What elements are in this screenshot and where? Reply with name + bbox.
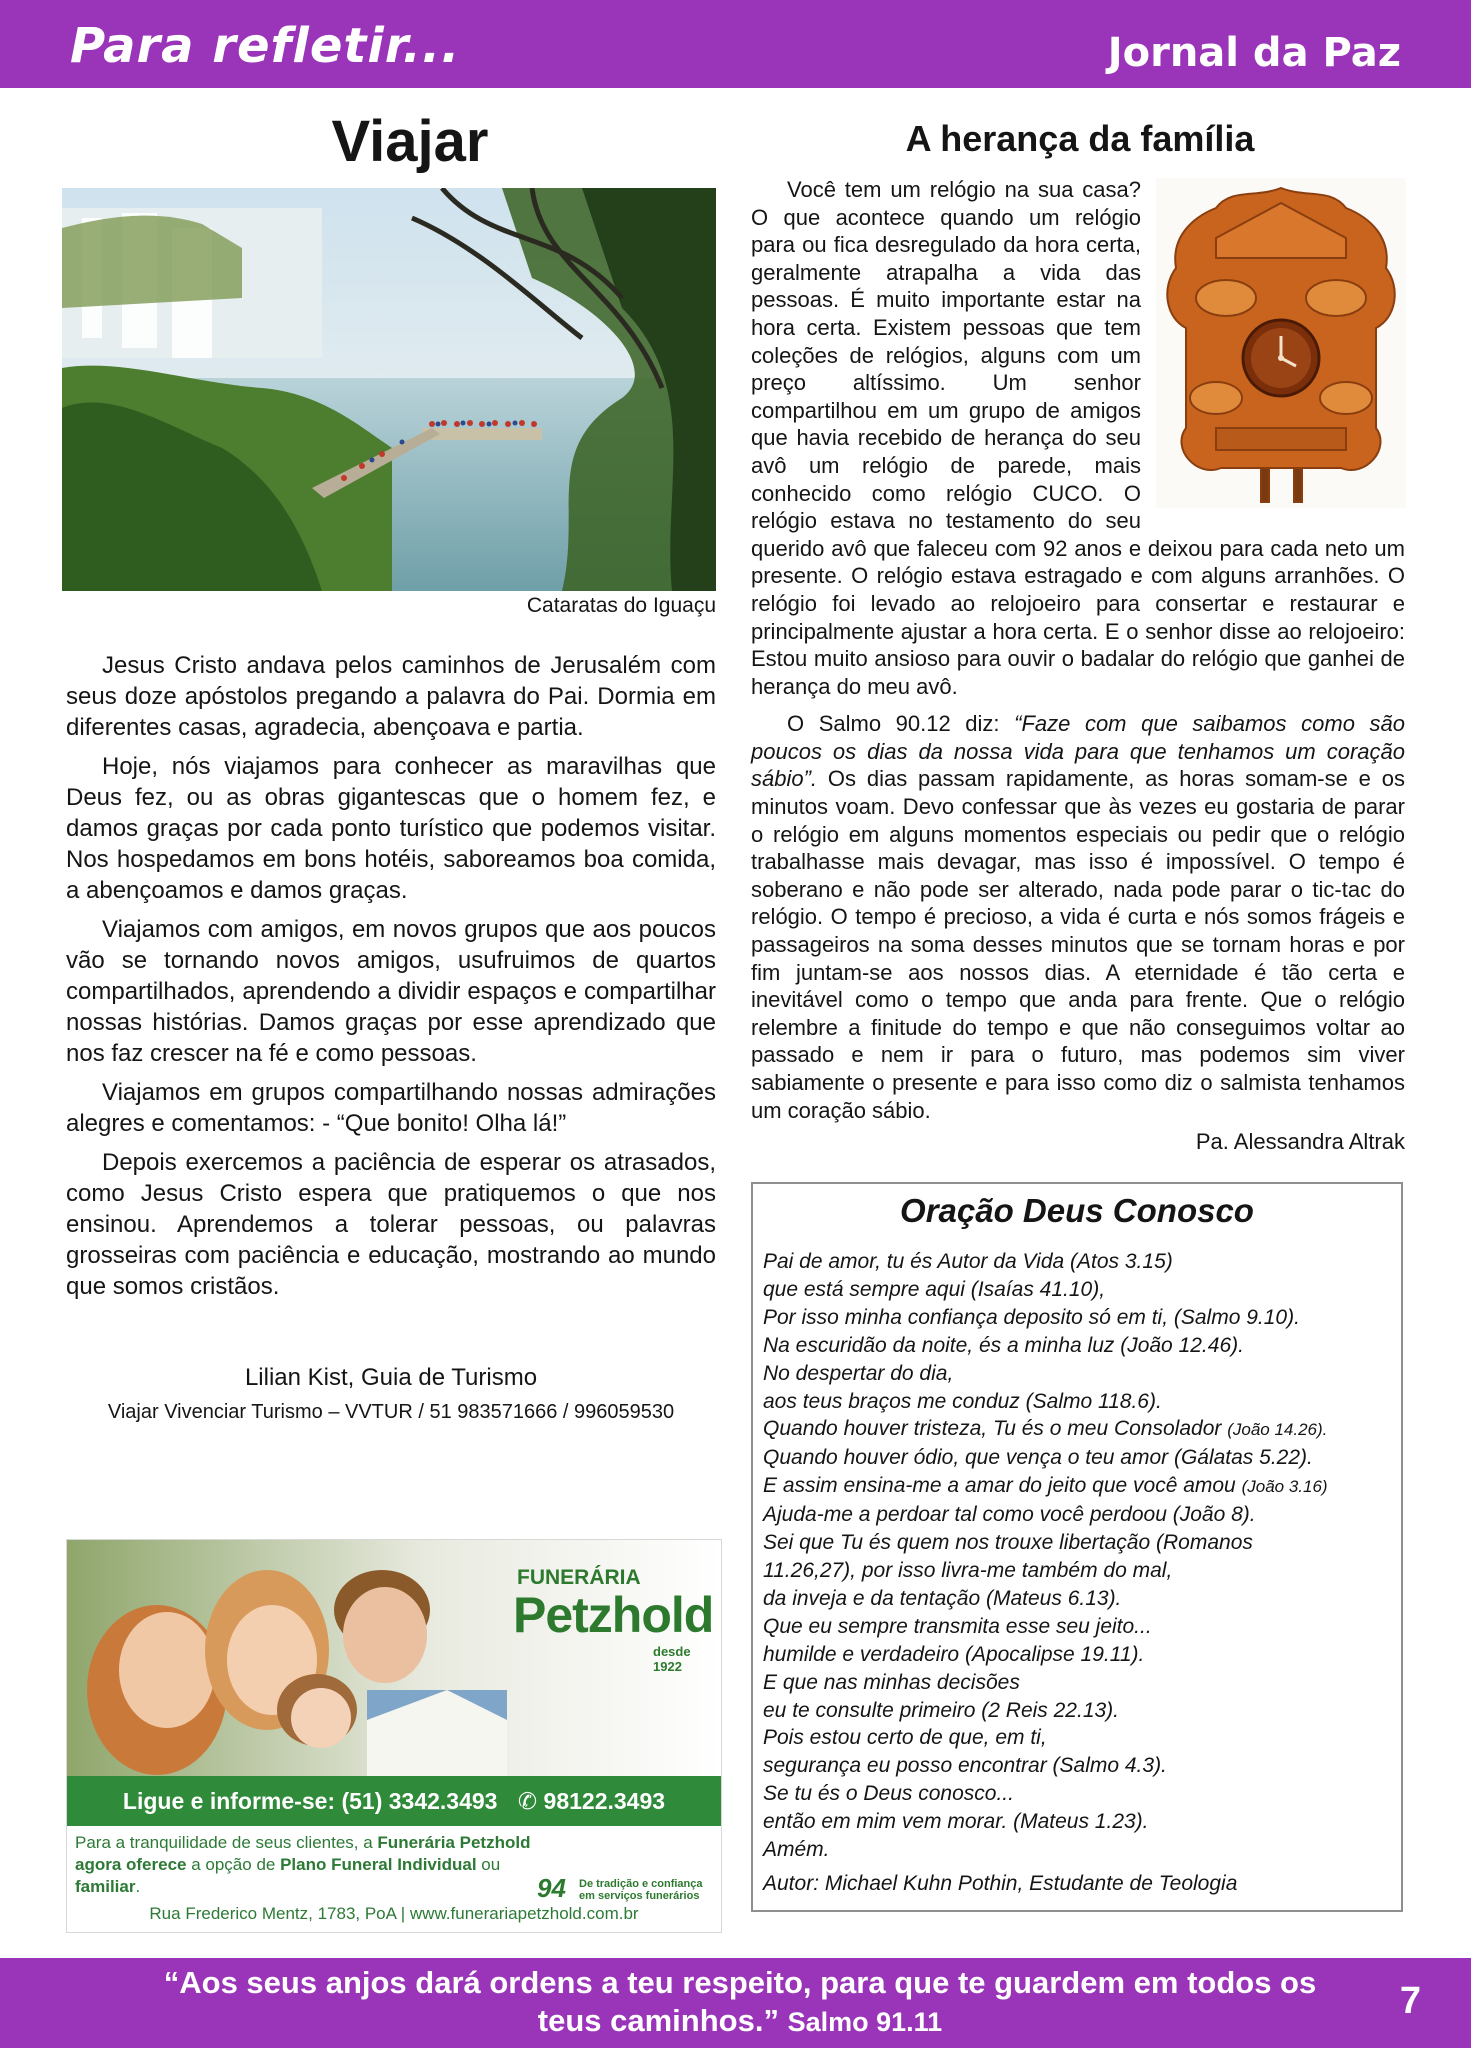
- heranca-paragraph-rest: Os dias passam rapidamente, as horas somam-se e os minutos voam. Devo confessar que às vezes eu gostaria de parar o relógio em alguns momentos especiais ou pedir que o relógio trabalhasse mais devagar, mas isso é impossível. O tempo é soberano e não pode ser alterado, nada pode parar o tic-tac do relógio. O tempo é precioso, a vida é curta e nós somos frágeis e passageiros na soma desses minutos que se tornam horas e por fim juntam-se aos nossos dias. A eternidade é tão certa e inevitável como o tempo que anda para frente. Que o relógio relembre a finitude do tempo e que não conseguimos voltar ao passado e nem ir para o futuro, mas podemos sim viver sabiamente o presente e para isso como diz o salmista tenhamos um coração sábio.: [751, 766, 1405, 1123]
- prayer-line: Que eu sempre transmita esse seu jeito...: [763, 1614, 1152, 1638]
- ad-phone: Ligue e informe-se: (51) 3342.3493: [122, 1788, 498, 1814]
- header-bar: [0, 0, 1471, 88]
- heranca-paragraph: [751, 710, 1405, 1124]
- article-title-heranca: A herança da família: [905, 118, 1255, 159]
- prayer-line: Se tu és o Deus conosco...: [763, 1782, 1014, 1806]
- viajar-paragraph: Hoje, nós viajamos para conhecer as maravilhas que Deus fez, ou as obras gigantescas que o homem fez, e damos graças por cada ponto turístico que podemos visitar. Nos hospedamos em bons hotéis, saboreamos boa comida, a abençoamos e damos graças.: [66, 753, 716, 904]
- prayer-line: então em mim vem morar. (Mateus 1.23).: [763, 1810, 1149, 1834]
- article-title-viajar: Viajar: [331, 109, 489, 174]
- author-viajar: Lilian Kist, Guia de Turismo: [244, 1364, 538, 1391]
- prayer-line: que está sempre aqui (Isaías 41.10),: [763, 1277, 1106, 1301]
- prayer-line: aos teus braços me conduz (Salmo 118.6).: [763, 1389, 1162, 1413]
- prayer-line-ref: (João 3.16): [1241, 1477, 1328, 1497]
- ad-badge-number: 94: [537, 1873, 566, 1903]
- footer-quote: [150, 1964, 1330, 2041]
- viajar-paragraph: Jesus Cristo andava pelos caminhos de Jerusalém com seus doze apóstolos pregando a palavra do Pai. Dormia em diferentes casas, agradecia, abençoava e partia.: [66, 652, 716, 741]
- ad-body-bold: familiar: [75, 1877, 136, 1896]
- heranca-paragraph-intro: O Salmo 90.12 diz:: [787, 711, 1015, 737]
- prayer-line: 11.26,27), por isso livra-me também do mal,: [763, 1558, 1173, 1582]
- ad-body-bold: Plano Funeral Individual: [280, 1855, 477, 1874]
- ad-badge-line: De tradição e confiança: [579, 1878, 703, 1890]
- prayer-line: segurança eu posso encontrar (Salmo 4.3).: [763, 1754, 1167, 1778]
- prayer-line: [763, 1472, 1393, 1501]
- heranca-paragraph: Você tem um relógio na sua casa? O que acontece quando um relógio para ou fica desregulado da hora certa, geralmente atrapalha a vida das pessoas. É muito importante estar na hora certa. Existem pessoas que tem coleções de relógios, alguns com um preço altíssimo. Um senhor compartilhou em um grupo de amigos que havia recebido de herança do seu avô um relógio de parede, mais conhecido como relógio CUCO. O relógio estava no testamento do seu querido avô que faleceu com 92 anos e deixou para cada neto um presente. O relógio estava estragado e com alguns arranhões. O relógio foi levado ao relojoeiro para consertar e restaurar e principalmente ajustar a hora certa. E o senhor disse ao relojoeiro: Estou muito ansioso para ouvir o badalar do relógio que ganhei de herança do meu avô.: [751, 177, 1405, 699]
- ad-address: Rua Frederico Mentz, 1783, PoA | www.funerariapetzhold.com.br: [149, 1904, 639, 1923]
- prayer-line-text: Quando houver tristeza, Tu és o meu Consolador: [763, 1417, 1222, 1441]
- ad-body-bold: Funerária Petzhold agora oferece: [75, 1833, 531, 1874]
- iguacu-falls-illustration: [62, 188, 716, 591]
- ad-whatsapp: 98122.3493: [543, 1788, 666, 1814]
- ad-brand-name: Petzhold: [513, 1587, 714, 1643]
- author-heranca: Pa. Alessandra Altrak: [1195, 1129, 1405, 1154]
- prayer-line-text: E assim ensina-me a amar do jeito que você amou: [763, 1474, 1236, 1498]
- prayer-lines: [763, 1248, 1393, 1864]
- whatsapp-icon: ✆: [517, 1788, 538, 1814]
- prayer-line: Sei que Tu és quem nos trouxe libertação (Romanos: [763, 1531, 1253, 1555]
- prayer-title: Oração Deus Conosco: [900, 1192, 1254, 1229]
- footer-quote-reference: Salmo 91.11: [787, 2007, 943, 2037]
- prayer-line: Pois estou certo de que, em ti,: [763, 1726, 1047, 1750]
- article-body-heranca: [751, 176, 1405, 1134]
- ad-badge-text: [579, 1878, 703, 1902]
- prayer-line: Na escuridão da noite, és a minha luz (João 12.46).: [763, 1333, 1244, 1357]
- iguacu-falls-photo: [62, 188, 716, 591]
- prayer-author: Autor: Michael Kuhn Pothin, Estudante de Teologia: [763, 1872, 1238, 1895]
- psalm-quote: “Faze com que saibamos como são poucos os dias da nossa vida para que tenhamos um coração sábio”.: [751, 711, 1405, 792]
- prayer-line: da inveja e da tentação (Mateus 6.13).: [763, 1586, 1122, 1610]
- viajar-paragraph: Depois exercemos a paciência de esperar os atrasados, como Jesus Cristo espera que pratiquemos o que nos ensinou. Aprendemos a tolerar pessoas, ou palavras grosseiras com paciência e educação, mostrando ao mundo que somos cristãos.: [66, 1149, 716, 1300]
- family-photo: [67, 1540, 721, 1776]
- prayer-line: Pai de amor, tu és Autor da Vida (Atos 3.15): [763, 1250, 1173, 1273]
- footer-bar: [0, 1958, 1471, 2048]
- image-spacer: [1141, 176, 1405, 508]
- page-number: 7: [1399, 1980, 1421, 2022]
- ad-brand-top: FUNERÁRIA: [517, 1566, 641, 1589]
- prayer-box: [751, 1182, 1403, 1912]
- prayer-line-ref: (João 14.26).: [1227, 1420, 1328, 1440]
- photo-caption: Cataratas do Iguaçu: [526, 594, 716, 617]
- section-title: Para refletir...: [70, 18, 461, 74]
- prayer-line: Quando houver ódio, que vença o teu amor (Gálatas 5.22).: [763, 1446, 1313, 1470]
- prayer-line: No despertar do dia,: [763, 1361, 954, 1385]
- funeral-home-ad: [66, 1539, 722, 1933]
- prayer-line: Ajuda-me a perdoar tal como você perdoou (João 8).: [763, 1503, 1256, 1527]
- ad-body-part: ou: [476, 1855, 501, 1874]
- prayer-line: eu te consulte primeiro (2 Reis 22.13).: [763, 1698, 1120, 1722]
- prayer-line: Amém.: [763, 1838, 830, 1862]
- ad-body-text: [75, 1832, 565, 1898]
- ad-brand-since: desde 1922: [653, 1644, 691, 1674]
- ad-badge-line: em serviços funerários: [579, 1890, 700, 1902]
- prayer-line: [763, 1415, 1393, 1444]
- ad-phone-bar: [67, 1776, 721, 1826]
- ad-body-part: Para a tranquilidade de seus clientes, a: [75, 1833, 378, 1852]
- contact-viajar: Viajar Vivenciar Turismo – VVTUR / 51 983571666 / 996059530: [107, 1401, 675, 1423]
- prayer-line: Por isso minha confiança deposito só em ti, (Salmo 9.10).: [763, 1305, 1300, 1329]
- ad-body-part: a opção de: [186, 1855, 281, 1874]
- ad-body-part: .: [135, 1877, 141, 1896]
- article-body-viajar: [66, 650, 716, 1310]
- prayer-line: humilde e verdadeiro (Apocalipse 19.11).: [763, 1642, 1145, 1666]
- publication-name: Jornal da Paz: [1107, 30, 1401, 76]
- viajar-paragraph: Viajamos em grupos compartilhando nossas admirações alegres e comentamos: - “Que bonito! Olha lá!”: [66, 1079, 716, 1137]
- footer-quote-text: “Aos seus anjos dará ordens a teu respeito, para que te guardem em todos os teus caminhos.”: [163, 1965, 1317, 2038]
- prayer-line: E que nas minhas decisões: [763, 1670, 1020, 1694]
- viajar-paragraph: Viajamos com amigos, em novos grupos que aos poucos vão se tornando novos amigos, usufruimos de quartos compartilhados, aprendendo a dividir espaços e compartilhar nossas histórias. Damos graças por esse aprendizado que nos faz crescer na fé e como pessoas.: [66, 916, 716, 1067]
